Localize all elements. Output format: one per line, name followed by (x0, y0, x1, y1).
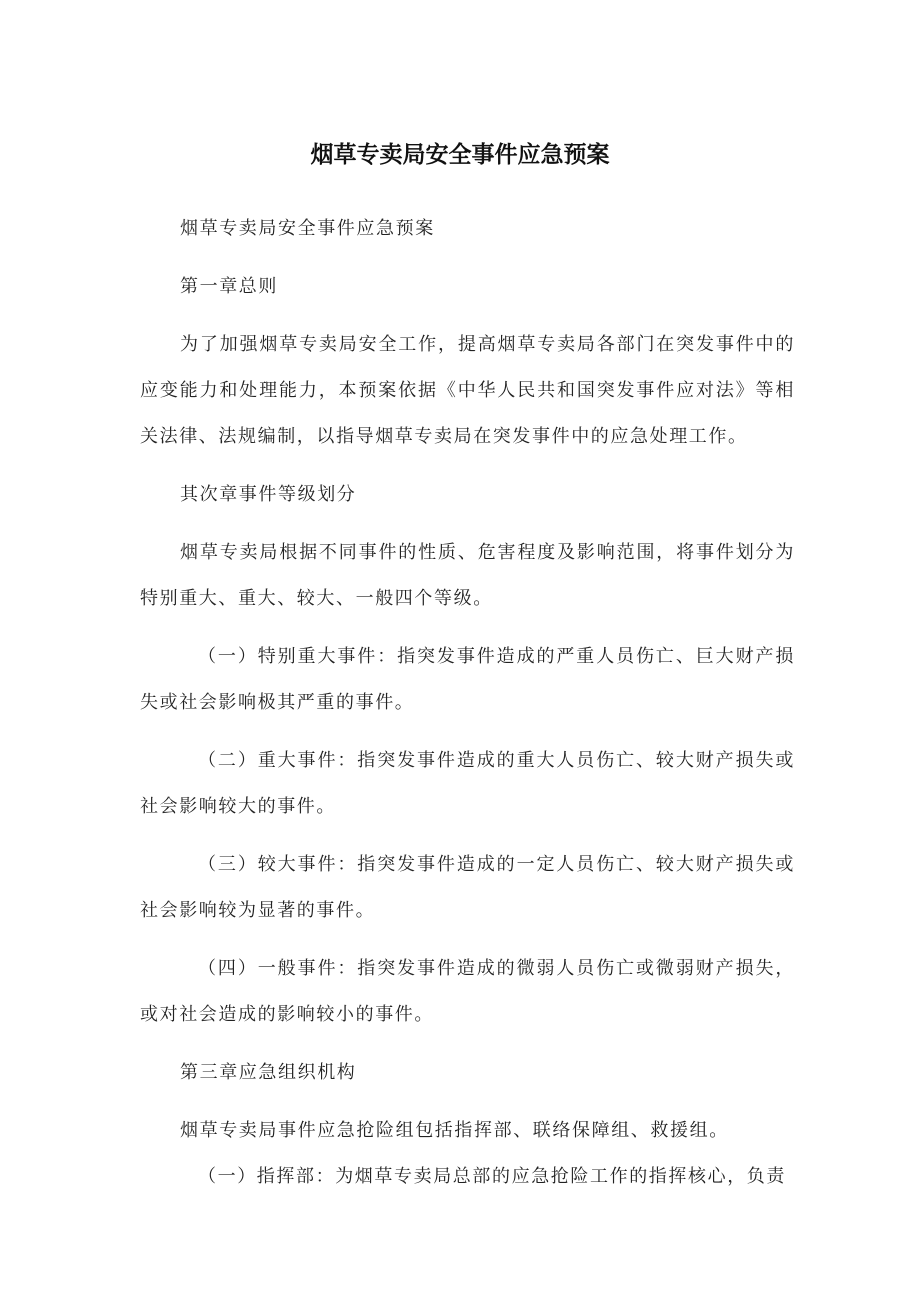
level-item-3: （三）较大事件：指突发事件造成的一定人员伤亡、较大财产损失或社会影响较为显著的事件。 (140, 854, 795, 921)
body-paragraph: 烟草专卖局根据不同事件的性质、危害程度及影响范围，将事件划分为特别重大、重大、较大、一般四个等级。 (140, 542, 795, 609)
level-item-4: （四）一般事件：指突发事件造成的微弱人员伤亡或微弱财产损失，或对社会造成的影响较小的事件。 (140, 958, 795, 1025)
chapter-heading-3: 第三章应急组织机构 (180, 1062, 357, 1083)
chapter-heading-1: 第一章总则 (180, 276, 278, 297)
level-item-2: （二）重大事件：指突发事件造成的重大人员伤亡、较大财产损失或社会影响较大的事件。 (140, 750, 795, 817)
org-item-1: （一）指挥部：为烟草专卖局总部的应急抢险工作的指挥核心，负责 (198, 1166, 786, 1187)
body-paragraph: 烟草专卖局事件应急抢险组包括指挥部、联络保障组、救援组。 (180, 1120, 729, 1141)
document-body (140, 206, 795, 1200)
subtitle-paragraph: 烟草专卖局安全事件应急预案 (180, 218, 435, 239)
document-title: 烟草专卖局安全事件应急预案 (310, 142, 610, 168)
level-item-1: （一）特别重大事件：指突发事件造成的严重人员伤亡、巨大财产损失或社会影响极其严重的事件。 (140, 646, 795, 713)
body-paragraph: 为了加强烟草专卖局安全工作，提高烟草专卖局各部门在突发事件中的应变能力和处理能力，本预案依据《中华人民共和国突发事件应对法》等相关法律、法规编制，以指导烟草专卖局在突发事件中的应急处理工作。 (140, 334, 795, 447)
chapter-heading-2: 其次章事件等级划分 (180, 484, 357, 505)
